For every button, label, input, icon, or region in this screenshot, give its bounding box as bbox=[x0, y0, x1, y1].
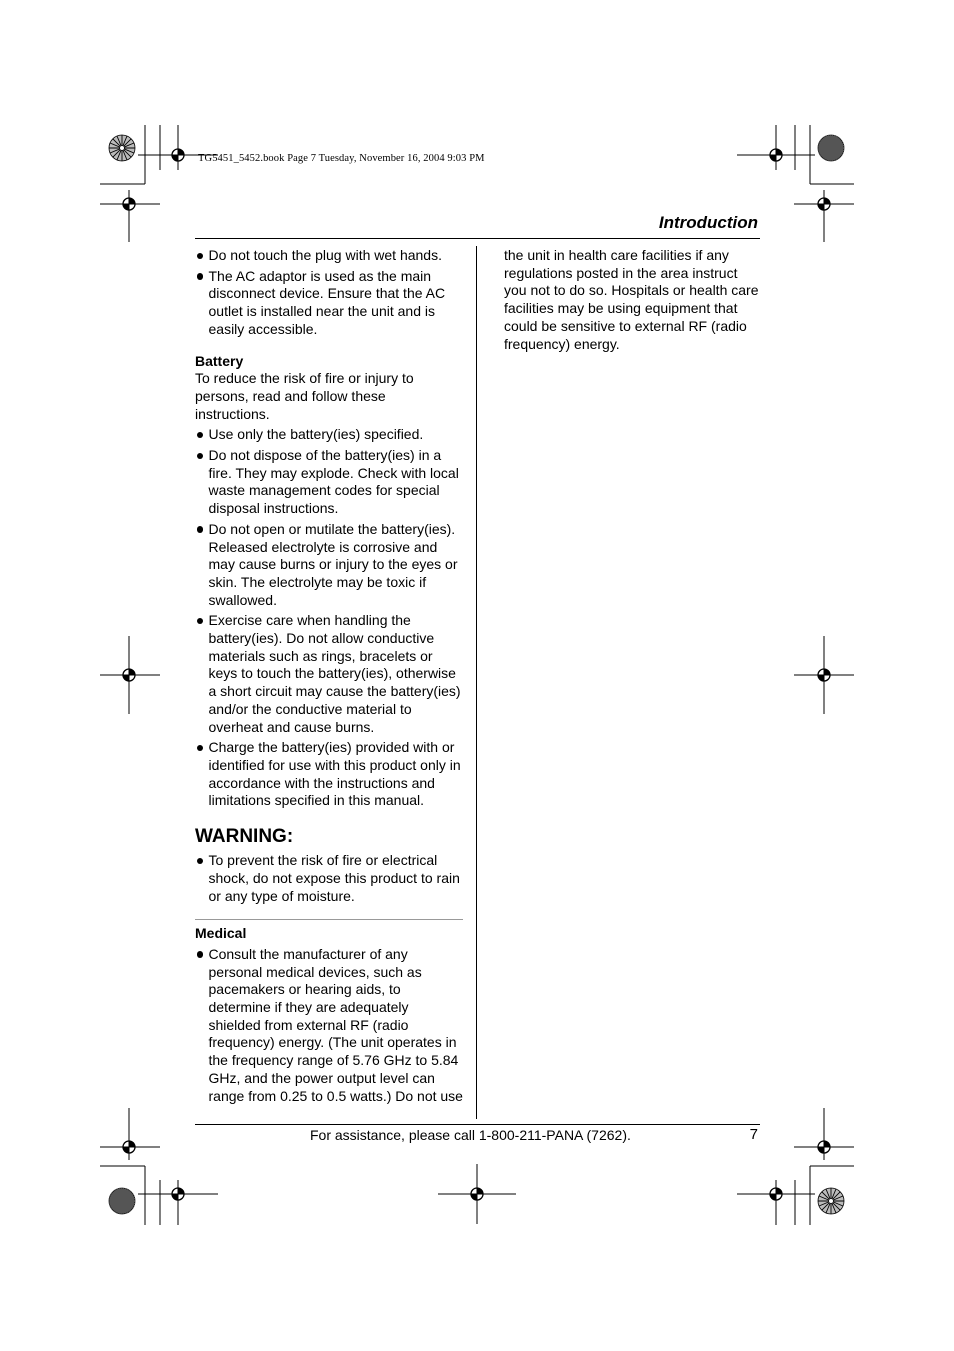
battery-intro: To reduce the risk of fire or injury to persons, read and follow these instructions. bbox=[195, 370, 414, 422]
list-item: Exercise care when handling the battery(ies). Do not allow conductive materials such as rings, bracelets or keys to touch the battery(ies), otherwise a short circuit may cause the battery(ies) and/or the conductive material to overheat and cause burns. bbox=[195, 612, 463, 736]
warning-bullet-list bbox=[195, 852, 463, 905]
page-number: 7 bbox=[749, 1126, 758, 1143]
intro-bullet-list bbox=[195, 247, 463, 339]
warning-heading: WARNING: bbox=[195, 826, 294, 848]
assistance-footer: For assistance, please call 1-800-211-PANA (7262). bbox=[310, 1127, 631, 1143]
battery-bullet-list bbox=[195, 426, 463, 810]
section-divider bbox=[195, 919, 463, 920]
list-item: Consult the manufacturer of any personal medical devices, such as pacemakers or hearing aids, to determine if they are adequately shielded from external RF (radio frequency) energy. (The unit operates in the frequency range of 5.76 GHz to 5.84 GHz, and the power output level can range from 0.25 to 0.5 watts.) Do not use bbox=[195, 946, 463, 1105]
footer-rule bbox=[195, 1124, 760, 1125]
book-info: TG5451_5452.book Page 7 Tuesday, November 16, 2004 9:03 PM bbox=[198, 153, 485, 164]
list-item: Do not dispose of the battery(ies) in a fire. They may explode. Check with local waste management codes for special disposal instructions. bbox=[195, 447, 463, 518]
column-separator bbox=[476, 246, 477, 1119]
list-item: To prevent the risk of fire or electrical shock, do not expose this product to rain or any type of moisture. bbox=[195, 852, 463, 905]
section-title: Introduction bbox=[658, 213, 758, 232]
list-item: Do not open or mutilate the battery(ies). Released electrolyte is corrosive and may cause burns or injury to the eyes or skin. The electrolyte may be toxic if swallowed. bbox=[195, 521, 463, 610]
left-column bbox=[195, 247, 463, 1108]
list-item: The AC adaptor is used as the main disconnect device. Ensure that the AC outlet is installed near the unit and is easily accessible. bbox=[195, 268, 463, 339]
header-rule bbox=[195, 238, 760, 239]
list-item: Charge the battery(ies) provided with or identified for use with this product only in accordance with the instructions and limitations specified in this manual. bbox=[195, 739, 463, 810]
right-column bbox=[504, 247, 760, 356]
medical-heading: Medical bbox=[195, 925, 247, 942]
list-item: Do not touch the plug with wet hands. bbox=[195, 247, 463, 265]
list-item: Use only the battery(ies) specified. bbox=[195, 426, 463, 444]
medical-continuation: the unit in health care facilities if any regulations posted in the area instruct you not to do so. Hospitals or health care facilities may be using equipment that could be sensitive to external RF (radio frequency) energy. bbox=[504, 247, 759, 352]
medical-bullet-list bbox=[195, 946, 463, 1105]
battery-heading: Battery bbox=[195, 352, 244, 369]
